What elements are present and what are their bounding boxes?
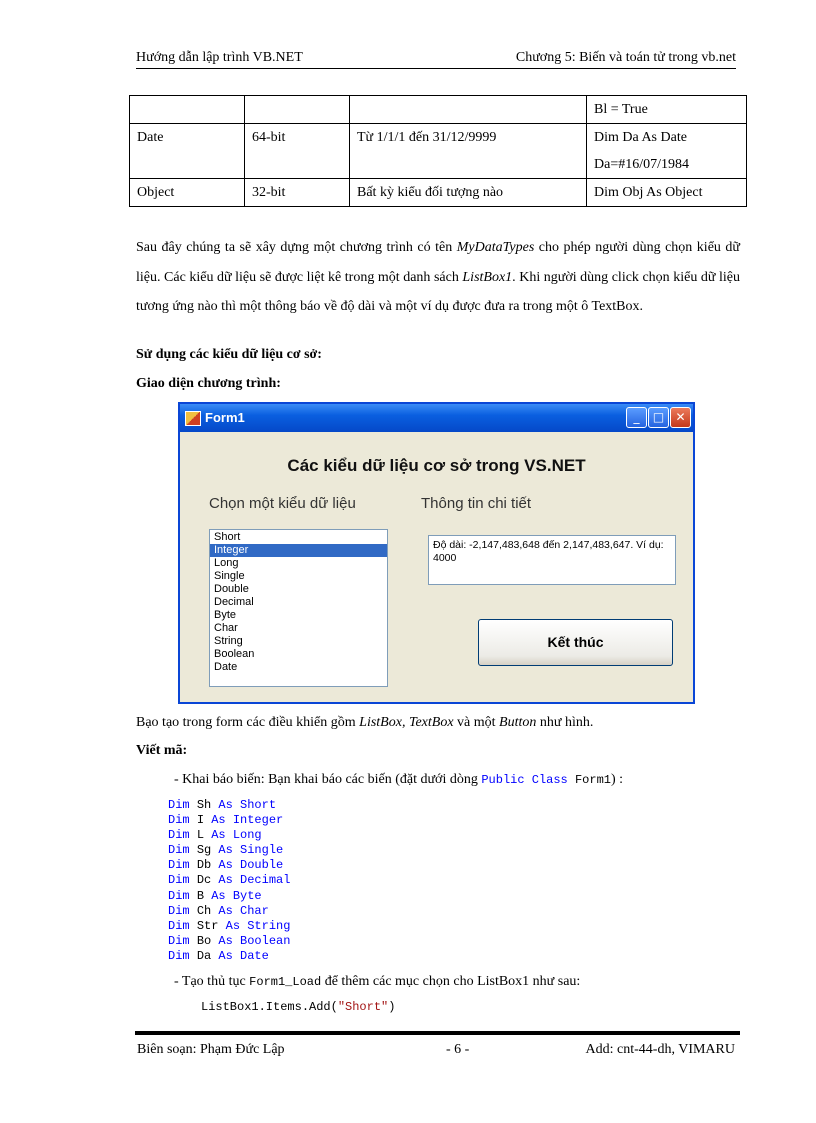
code-identifier: Dc (196, 873, 212, 888)
listbox-item[interactable]: Decimal (214, 596, 254, 608)
section-heading-basic: Sử dụng các kiểu dữ liệu cơ sở: (136, 347, 322, 362)
inline-code: Form1_Load (249, 975, 322, 989)
intro-emphasis: ListBox1 (462, 269, 513, 285)
code-identifier: Db (196, 858, 212, 873)
code-identifier: Ch (196, 903, 212, 918)
details-textbox[interactable]: Độ dài: -2,147,483,648 đến 2,147,483,647. Ví dụ: 4000 (428, 535, 676, 585)
text-run: - Tạo thủ tục (174, 974, 250, 989)
window-title: Form1 (205, 410, 245, 425)
code-identifier: I (196, 813, 205, 828)
code-keyword: As (225, 918, 241, 933)
code-line (168, 798, 290, 813)
code-identifier: L (196, 828, 205, 843)
code-type: Char (240, 903, 269, 918)
code-identifier: Sg (196, 843, 212, 858)
code-keyword: As (218, 858, 233, 873)
table-cell: Dim Obj As Object (587, 179, 747, 207)
cell-line: Da=#16/07/1984 (594, 157, 689, 172)
minimize-button[interactable]: _ (626, 407, 647, 428)
text-emphasis: Button (499, 715, 537, 730)
code-type: Long (232, 828, 262, 843)
listbox-item[interactable]: Boolean (214, 648, 255, 660)
details-label: Thông tin chi tiết (421, 495, 532, 512)
code-keyword: Dim (168, 948, 190, 963)
code-keyword: As (218, 933, 233, 948)
code-identifier: Str (196, 918, 219, 933)
intro-text: . Khi người dùng click chọn kiểu dữ liệu tương ứng nào thì một thông báo về độ dài và một ví dụ được đưa ra trong một ô TextBox. (136, 269, 740, 314)
code-line (168, 843, 290, 858)
code-type: Decimal (240, 873, 291, 888)
code-line (168, 873, 290, 888)
code-keyword: Dim (168, 843, 190, 858)
exit-button[interactable]: Kết thúc (478, 619, 673, 666)
page-header (136, 48, 736, 69)
table-cell: Từ 1/1/1 đến 31/12/9999 (350, 124, 587, 179)
code-keyword: As (218, 873, 233, 888)
listbox-item[interactable]: Char (214, 622, 238, 634)
text-run: và một (453, 715, 500, 730)
intro-paragraph (136, 233, 740, 322)
maximize-button[interactable]: □ (648, 407, 669, 428)
listbox-item[interactable]: Single (214, 570, 245, 582)
section-heading-ui: Giao diện chương trình: (136, 376, 281, 391)
code-text: ) (388, 1000, 396, 1014)
app-icon (185, 411, 201, 426)
code-keyword: Dim (168, 903, 190, 918)
code-keyword: Dim (168, 873, 190, 888)
code-keyword: As (211, 828, 226, 843)
code-sample (201, 1000, 395, 1014)
table-cell (130, 96, 245, 124)
text-run: Bạo tạo trong form các điều khiển gồm (136, 715, 360, 730)
text-run: để thêm các mục chọn cho ListBox1 như sau: (321, 974, 581, 989)
code-type: Double (240, 858, 284, 873)
table-row (130, 179, 747, 207)
header-right: Chương 5: Biến và toán tử trong vb.net (515, 50, 736, 65)
listbox-item[interactable]: Byte (214, 609, 237, 621)
inline-code: Form1 (567, 773, 611, 787)
form-client-area (180, 432, 693, 702)
code-keyword: As (211, 813, 226, 828)
code-text: ListBox1.Items.Add( (201, 1000, 338, 1014)
table-cell: Bất kỳ kiểu đối tượng nào (350, 179, 587, 207)
code-keyword: Dim (168, 933, 190, 948)
code-keyword: Dim (168, 813, 190, 828)
form-heading: Các kiểu dữ liệu cơ sở trong VS.NET (287, 456, 586, 475)
code-keyword: As (218, 948, 233, 963)
declare-note (174, 772, 623, 788)
table-cell: 32-bit (245, 179, 350, 207)
code-type: Date (240, 948, 269, 963)
code-keyword: As (218, 903, 233, 918)
data-type-listbox[interactable] (209, 529, 388, 687)
listbox-item[interactable]: Double (214, 583, 249, 595)
footer-author: Biên soạn: Phạm Đức Lập (137, 1042, 285, 1057)
footer-rule (135, 1031, 740, 1035)
listbox-item[interactable]: Long (214, 557, 239, 569)
code-identifier: Da (196, 948, 212, 963)
form-window (178, 402, 695, 704)
code-line (168, 919, 290, 934)
table-cell (350, 96, 587, 124)
code-keyword: Dim (168, 828, 190, 843)
code-line (168, 858, 290, 873)
inline-code-keyword: Public Class (481, 773, 568, 787)
table-cell (245, 96, 350, 124)
code-line (168, 828, 290, 843)
code-keyword: As (211, 888, 226, 903)
listbox-item[interactable]: String (214, 635, 243, 647)
intro-text: Sau đây chúng ta sẽ xây dựng một chương trình có tên (136, 240, 457, 255)
section-heading-code: Viết mã: (136, 743, 188, 758)
code-identifier: Bo (196, 933, 212, 948)
code-keyword: Dim (168, 918, 190, 933)
table-cell: Date (130, 124, 245, 179)
code-type: Byte (232, 888, 262, 903)
code-keyword: Dim (168, 858, 190, 873)
code-line (168, 813, 290, 828)
table-cell: Object (130, 179, 245, 207)
table-row (130, 124, 747, 179)
code-line (168, 949, 290, 964)
text-run: như hình. (536, 715, 594, 730)
code-type: Short (240, 798, 277, 812)
code-line (168, 889, 290, 904)
code-keyword: Dim (168, 888, 190, 903)
code-type: Boolean (240, 933, 291, 948)
listbox-item[interactable]: Short (214, 531, 241, 543)
code-type: String (247, 918, 291, 933)
table-row (130, 96, 747, 124)
table-cell (587, 124, 747, 179)
title-bar[interactable] (180, 404, 693, 432)
code-line (168, 904, 290, 919)
text-emphasis: ListBox, TextBox (359, 715, 454, 730)
code-identifier: Sh (196, 798, 212, 812)
page-number: - 6 - (446, 1042, 470, 1057)
code-line (168, 934, 290, 949)
code-identifier: B (196, 888, 205, 903)
table-cell: Bl = True (587, 96, 747, 124)
listbox-item[interactable]: Date (214, 661, 238, 673)
data-types-table (129, 95, 747, 207)
declarations-code-block (168, 798, 290, 964)
header-left: Hướng dẫn lập trình VB.NET (136, 50, 303, 65)
close-button[interactable]: ✕ (670, 407, 691, 428)
after-form-text (136, 715, 593, 731)
table-cell: 64-bit (245, 124, 350, 179)
intro-text: cho phép người dùng chọn kiểu dữ liệu. Các kiểu dữ liệu sẽ được liệt kê trong một danh sách (136, 240, 740, 285)
listbox-item[interactable]: Integer (210, 544, 387, 557)
code-keyword: Dim (168, 798, 190, 812)
code-string: "Short" (337, 1000, 389, 1014)
code-type: Single (240, 843, 284, 858)
code-keyword: As (218, 798, 233, 812)
code-type: Integer (232, 813, 284, 828)
text-run: - Khai báo biến: Bạn khai báo các biến (đặt dưới dòng (174, 772, 482, 787)
choose-type-label: Chọn một kiểu dữ liệu (209, 495, 356, 512)
intro-emphasis: MyDataTypes (456, 240, 535, 255)
cell-line: Dim Da As Date (594, 130, 687, 145)
code-keyword: As (218, 843, 233, 858)
load-note (174, 974, 580, 990)
text-run: ) : (610, 772, 624, 787)
footer-address: Add: cnt-44-dh, VIMARU (585, 1042, 735, 1057)
